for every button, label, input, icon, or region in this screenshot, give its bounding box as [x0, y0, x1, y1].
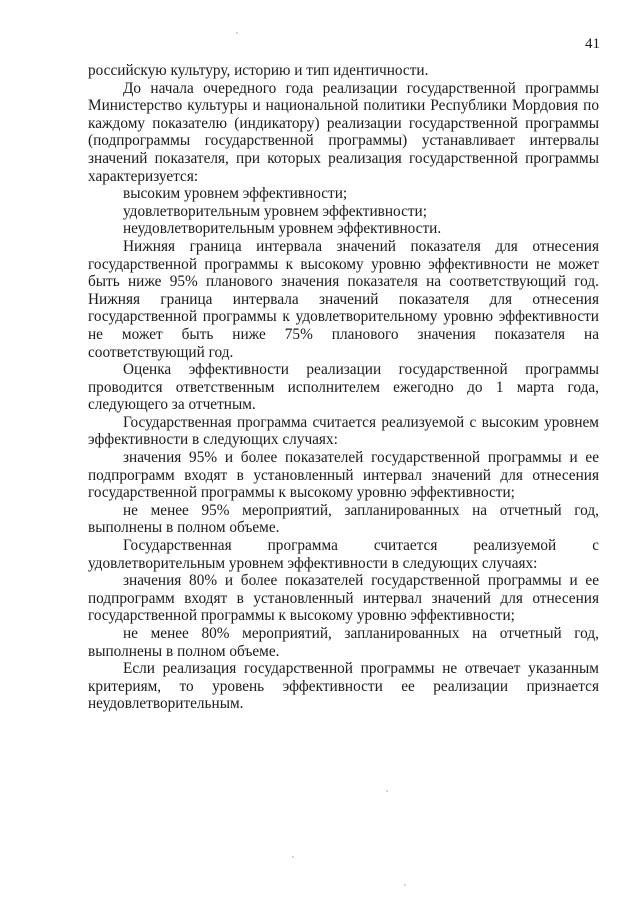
text-line: подпрограмм входят в установленный интервал значений для отнесения [88, 466, 599, 484]
text-line: каждому показателю (индикатору) реализации государственной программы [88, 114, 599, 132]
text-line: государственной программы к высокому уровню эффективности; [88, 484, 515, 502]
scan-speck [236, 32, 238, 34]
text-line: не может быть ниже 75% планового значения показателя на [88, 325, 599, 343]
text-line: не менее 95% мероприятий, запланированных на отчетный год, [123, 501, 599, 519]
text-line: подпрограмм входят в установленный интервал значений для отнесения [88, 589, 599, 607]
text-line: неудовлетворительным уровнем эффективности. [123, 220, 442, 238]
text-line: государственной программы к удовлетворительному уровню эффективности [88, 308, 599, 326]
text-line: Государственная программа считается реализуемой с высоким уровнем [123, 413, 599, 431]
text-line: соответствующий год. [88, 343, 234, 361]
body-text [88, 62, 599, 713]
text-line: эффективности в следующих случаях: [88, 431, 338, 449]
text-line: Нижняя граница интервала значений показателя для отнесения [123, 237, 599, 255]
text-line: проводится ответственным исполнителем ежегодно до 1 марта года, [88, 378, 599, 396]
text-line: (подпрограммы государственной программы) устанавливает интервалы [88, 132, 599, 150]
text-line: критериям, то уровень эффективности ее реализации признается [88, 677, 599, 695]
scan-speck [386, 790, 388, 792]
text-line: быть ниже 95% планового значения показателя на соответствующий год. [88, 273, 599, 291]
text-line: российскую культуру, историю и тип идентичности. [88, 62, 429, 79]
scan-speck [404, 884, 406, 886]
text-line: выполнены в полном объеме. [88, 642, 280, 660]
text-line: значений показателя, при которых реализация государственной программы [88, 149, 599, 167]
text-line: не менее 80% мероприятий, запланированных на отчетный год, [123, 625, 599, 642]
text-line: государственной программы к высокому уровню эффективности не может [88, 255, 599, 273]
text-line: Если реализация государственной программы не отвечает указанным [123, 660, 599, 678]
text-line: Нижняя граница интервала значений показателя для отнесения [88, 290, 599, 308]
text-line: значения 95% и более показателей государственной программы и ее [123, 449, 599, 467]
text-line: характеризуется: [88, 167, 199, 185]
text-line: Оценка эффективности реализации государственной программы [123, 361, 599, 379]
text-line: удовлетворительным уровнем эффективности в следующих случаях: [88, 554, 538, 572]
page-number: 41 [585, 36, 600, 52]
text-line: следующего за отчетным. [88, 396, 256, 414]
text-line: Министерство культуры и национальной политики Республики Мордовия по [88, 97, 599, 115]
text-line: удовлетворительным уровнем эффективности; [123, 202, 427, 220]
text-line: До начала очередного года реализации государственной программы [123, 79, 599, 97]
text-line: выполнены в полном объеме. [88, 519, 280, 537]
text-line: неудовлетворительным. [88, 695, 244, 713]
text-line: значения 80% и более показателей государственной программы и ее [123, 572, 599, 590]
text-line: высоким уровнем эффективности; [123, 185, 348, 203]
text-line: Государственная программа считается реализуемой с [123, 537, 599, 555]
text-line: государственной программы к высокому уровню эффективности; [88, 607, 515, 625]
scan-speck [292, 856, 294, 858]
